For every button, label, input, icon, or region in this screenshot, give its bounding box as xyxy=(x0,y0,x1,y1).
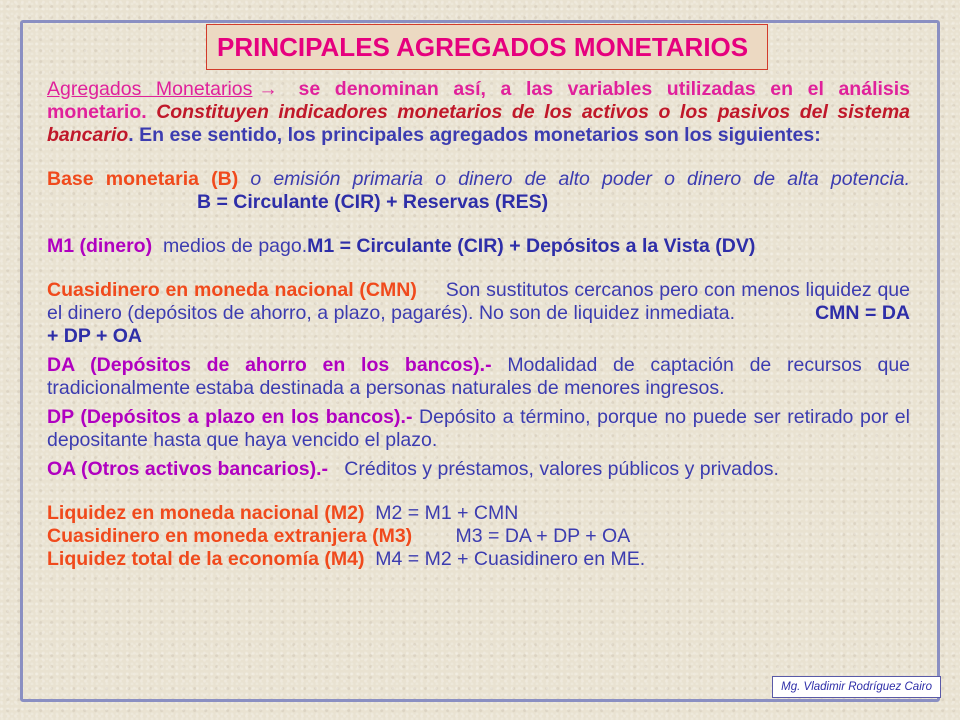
intro-text2: . En ese sentido, los principales agregados monetarios son los siguientes: xyxy=(128,124,821,146)
da-term: DA (Depósitos de ahorro en los bancos).- xyxy=(47,354,492,376)
intro-text1: se denominan así, a las variables utilizadas en el análisis monetario. xyxy=(47,78,911,123)
m1-term: M1 (dinero) xyxy=(47,235,153,257)
m3-line xyxy=(47,525,910,548)
intro-paragraph xyxy=(47,78,910,147)
m4-line xyxy=(47,548,910,571)
dp-paragraph xyxy=(47,406,910,452)
dp-term: DP (Depósitos a plazo en los bancos).- xyxy=(47,406,413,428)
m1-desc: medios de pago. xyxy=(162,235,308,257)
dp-desc: Depósito a término, porque no puede ser retirado por el depositante hasta que haya vencido el plazo. xyxy=(47,406,910,451)
base-term: Base monetaria (B) xyxy=(47,168,239,190)
m2-formula: M2 = M1 + CMN xyxy=(375,502,519,524)
slide-content xyxy=(47,78,910,571)
base-desc: o emisión primaria o dinero de alto poder o dinero de alta potencia xyxy=(250,168,905,190)
cmn-term: Cuasidinero en moneda nacional (CMN) xyxy=(47,279,417,301)
oa-term: OA (Otros activos bancarios).- xyxy=(47,458,329,480)
m3-term: Cuasidinero en moneda extranjera (M3) xyxy=(47,525,413,547)
arrow-right-icon: → xyxy=(258,78,278,100)
m4-formula: M4 = M2 + Cuasidinero en ME. xyxy=(375,548,646,570)
intro-term: Agregados Monetarios xyxy=(47,78,253,100)
oa-paragraph xyxy=(47,458,910,481)
da-paragraph xyxy=(47,354,910,400)
m1-paragraph xyxy=(47,235,910,258)
da-desc: Modalidad de captación de recursos que tradicionalmente estaba destinada a personas naturales de menores ingresos. xyxy=(47,354,911,399)
m1-formula: M1 = Circulante (CIR) + Depósitos a la Vista (DV) xyxy=(307,235,756,257)
page-title: PRINCIPALES AGREGADOS MONETARIOS xyxy=(206,24,768,70)
m2-line xyxy=(47,502,910,525)
cmn-desc: Son sustitutos cercanos pero con menos liquidez que el dinero (depósitos de ahorro, a plazo, pagarés). No son de liquidez inmediata. xyxy=(47,279,910,324)
intro-emphasis: Constituyen indicadores monetarios de los activos o los pasivos del sistema bancario xyxy=(47,101,910,146)
cmn-formula: CMN = DA + DP + OA xyxy=(47,302,910,347)
base-paragraph: Base monetaria (B) o emisión primaria o dinero de alto poder o dinero de alta potencia.B = Circulante (CIR) + Reservas (RES) xyxy=(47,168,910,213)
author-credit: Mg. Vladimir Rodríguez Cairo xyxy=(772,676,941,698)
m4-term: Liquidez total de la economía (M4) xyxy=(47,548,365,570)
m2-term: Liquidez en moneda nacional (M2) xyxy=(47,502,365,524)
m3-formula: M3 = DA + DP + OA xyxy=(455,525,631,547)
base-formula: B = Circulante (CIR) + Reservas (RES) xyxy=(197,191,549,213)
oa-desc: Créditos y préstamos, valores públicos y privados. xyxy=(344,458,779,480)
cmn-paragraph xyxy=(47,279,910,348)
